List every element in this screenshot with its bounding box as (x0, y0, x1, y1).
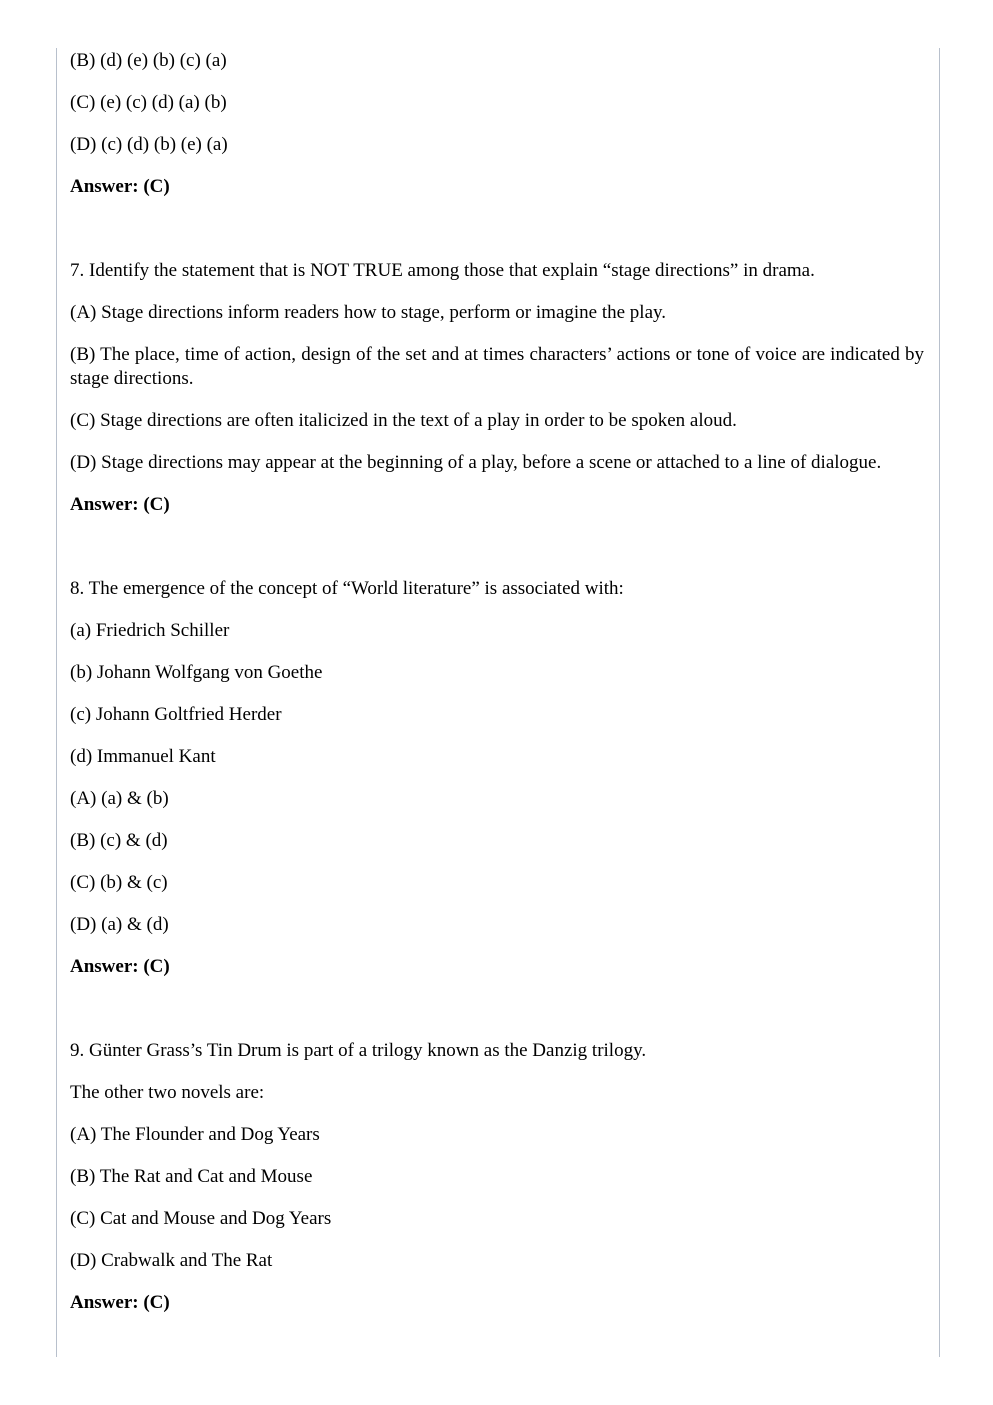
item: (c) Johann Goltfried Herder (70, 704, 282, 725)
option: (A) The Flounder and Dog Years (70, 1124, 320, 1145)
question-8 (70, 577, 924, 979)
option: (C) Cat and Mouse and Dog Years (70, 1208, 332, 1229)
option: (B) (d) (e) (b) (c) (a) (70, 50, 227, 71)
page-border-right (939, 48, 940, 1357)
option: (A) (a) & (b) (70, 788, 169, 809)
page-border-left (56, 48, 57, 1357)
option: (D) (c) (d) (b) (e) (a) (70, 134, 228, 155)
option: (B) The Rat and Cat and Mouse (70, 1166, 313, 1187)
option: (D) (a) & (d) (70, 914, 169, 935)
item: (b) Johann Wolfgang von Goethe (70, 662, 323, 683)
question-text: 9. Günter Grass’s Tin Drum is part of a trilogy known as the Danzig trilogy. (70, 1040, 647, 1061)
answer: Answer: (C) (70, 176, 170, 197)
option: (D) Crabwalk and The Rat (70, 1250, 273, 1271)
question-subtext: The other two novels are: (70, 1082, 265, 1103)
question-9 (70, 1039, 924, 1315)
option: (C) (b) & (c) (70, 872, 168, 893)
option: (B) The place, time of action, design of the set and at times characters’ actions or tone of voice are indicated by stage directions. (70, 344, 924, 389)
question-7 (70, 259, 924, 517)
document-content (70, 49, 924, 1333)
answer: Answer: (C) (70, 1292, 170, 1313)
option: (C) Stage directions are often italicized in the text of a play in order to be spoken aloud. (70, 410, 737, 431)
option: (B) (c) & (d) (70, 830, 168, 851)
option: (C) (e) (c) (d) (a) (b) (70, 92, 227, 113)
option: (A) Stage directions inform readers how to stage, perform or imagine the play. (70, 302, 667, 323)
item: (d) Immanuel Kant (70, 746, 216, 767)
question-6-tail (70, 49, 924, 199)
item: (a) Friedrich Schiller (70, 620, 230, 641)
answer: Answer: (C) (70, 956, 170, 977)
question-text: 7. Identify the statement that is NOT TRUE among those that explain “stage directions” in drama. (70, 260, 815, 281)
answer: Answer: (C) (70, 494, 170, 515)
question-text: 8. The emergence of the concept of “World literature” is associated with: (70, 578, 624, 599)
option: (D) Stage directions may appear at the beginning of a play, before a scene or attached to a line of dialogue. (70, 452, 882, 473)
